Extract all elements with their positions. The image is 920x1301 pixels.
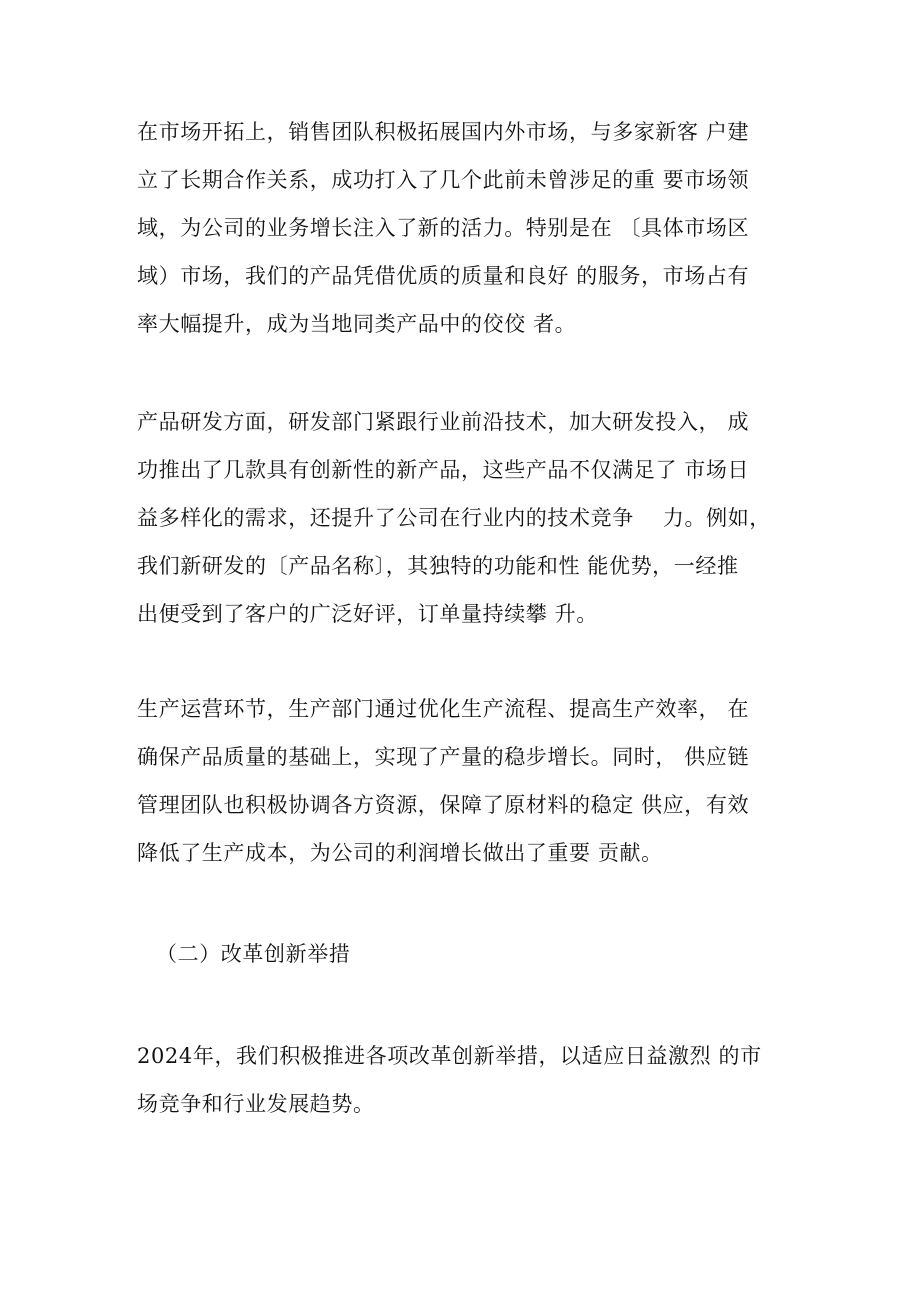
paragraph-product-rd	[137, 398, 797, 638]
text-line: 出便受到了客户的广泛好评，订单量持续攀 升。	[137, 602, 598, 626]
text-line: 确保产品质量的基础上，实现了产量的稳步增长。同时， 供应链	[137, 745, 750, 769]
paragraph-reform-intro	[137, 1032, 797, 1128]
paragraph-production-operations	[137, 685, 797, 877]
text-line: 管理团队也积极协调各方资源，保障了原材料的稳定 供应，有效	[137, 793, 750, 817]
text-line: 2024年，我们积极推进各项改革创新举措，以适应日益激烈 的市	[137, 1044, 762, 1068]
text-line: 降低了生产成本，为公司的利润增长做出了重要 贡献。	[137, 841, 663, 865]
section-heading: （二）改革创新举措	[156, 942, 351, 966]
text-line: 域）市场，我们的产品凭借优质的质量和良好 的服务，市场占有	[137, 264, 750, 288]
text-line: 立了长期合作关系，成功打入了几个此前未曾涉足的重 要市场领	[137, 168, 750, 192]
text-line: 生产运营环节，生产部门通过优化生产流程、提高生产效率， 在	[137, 697, 750, 721]
text-line: 率大幅提升，成为当地同类产品中的佼佼 者。	[137, 312, 577, 336]
text-line: 功推出了几款具有创新性的新产品，这些产品不仅满足了 市场日	[137, 458, 750, 482]
text-line: 场竞争和行业发展趋势。	[137, 1092, 375, 1116]
text-line: 域，为公司的业务增长注入了新的活力。特别是在 〔具体市场区	[137, 216, 750, 240]
text-line: 益多样化的需求，还提升了公司在行业内的技术竞争 力。例如，	[137, 506, 771, 530]
paragraph-market-expansion	[137, 108, 797, 348]
text-line: 我们新研发的〔产品名称〕，其独特的功能和性 能优势，一经推	[137, 554, 739, 578]
text-line: 产品研发方面，研发部门紧跟行业前沿技术，加大研发投入， 成	[137, 410, 750, 434]
text-line: 在市场开拓上，销售团队积极拓展国内外市场，与多家新客 户建	[137, 120, 750, 144]
